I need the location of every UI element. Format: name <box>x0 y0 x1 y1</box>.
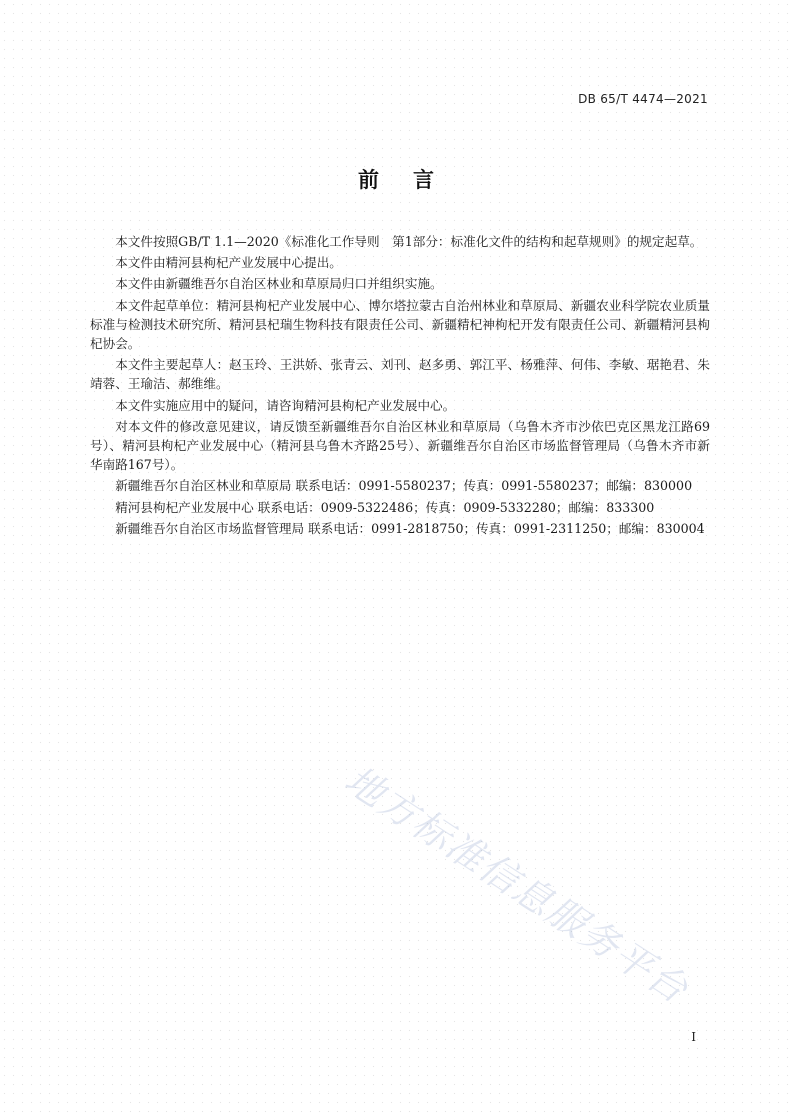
contact-line: 新疆维吾尔自治区市场监督管理局 联系电话：0991-2818750；传真：0991-2311250；邮编：830004 <box>115 520 705 536</box>
paragraph-proposer: 本文件由精河县枸杞产业发展中心提出。 <box>115 255 342 271</box>
paragraph-drafting-rules: 本文件按照GB/T 1.1—2020《标准化工作导则 第1部分：标准化文件的结构和起草规则》的规定起草。 <box>115 234 703 249</box>
paragraph-drafters: 本文件主要起草人：赵玉玲、王洪娇、张青云、刘刊、赵多勇、郭江平、杨雅萍、何伟、李敏、琚艳君、朱靖蓉、王瑜洁、郝维维。 <box>90 357 710 392</box>
paragraph-inquiry: 本文件实施应用中的疑问，请咨询精河县枸杞产业发展中心。 <box>115 397 456 413</box>
paragraph-drafting-units: 本文件起草单位：精河县枸杞产业发展中心、博尔塔拉蒙古自治州林业和草原局、新疆农业科学院农业质量标准与检测技术研究所、精河县杞瑞生物科技有限责任公司、新疆精杞神枸杞开发有限责任公司、新疆精河县枸杞协会。 <box>90 297 710 352</box>
contact-line: 新疆维吾尔自治区林业和草原局 联系电话：0991-5580237；传真：0991-5580237；邮编：830000 <box>115 478 693 494</box>
foreword-body <box>90 232 710 540</box>
paragraph-feedback: 对本文件的修改意见建议，请反馈至新疆维吾尔自治区林业和草原局（乌鲁木齐市沙依巴克区黑龙江路69号）、精河县枸杞产业发展中心（精河县乌鲁木齐路25号）、新疆维吾尔自治区市场监督管理局（乌鲁木齐市新华南路167号）。 <box>90 418 710 473</box>
document-code: DB 65/T 4474—2021 <box>578 92 708 106</box>
watermark: 地方标准信息服务平台 <box>337 757 697 1013</box>
page-title: 前言 <box>358 168 468 192</box>
paragraph-administrator: 本文件由新疆维吾尔自治区林业和草原局归口并组织实施。 <box>115 276 443 292</box>
contact-line: 精河县枸杞产业发展中心 联系电话：0909-5322486；传真：0909-5332280；邮编：833300 <box>115 499 655 515</box>
page-number: I <box>691 1030 696 1044</box>
